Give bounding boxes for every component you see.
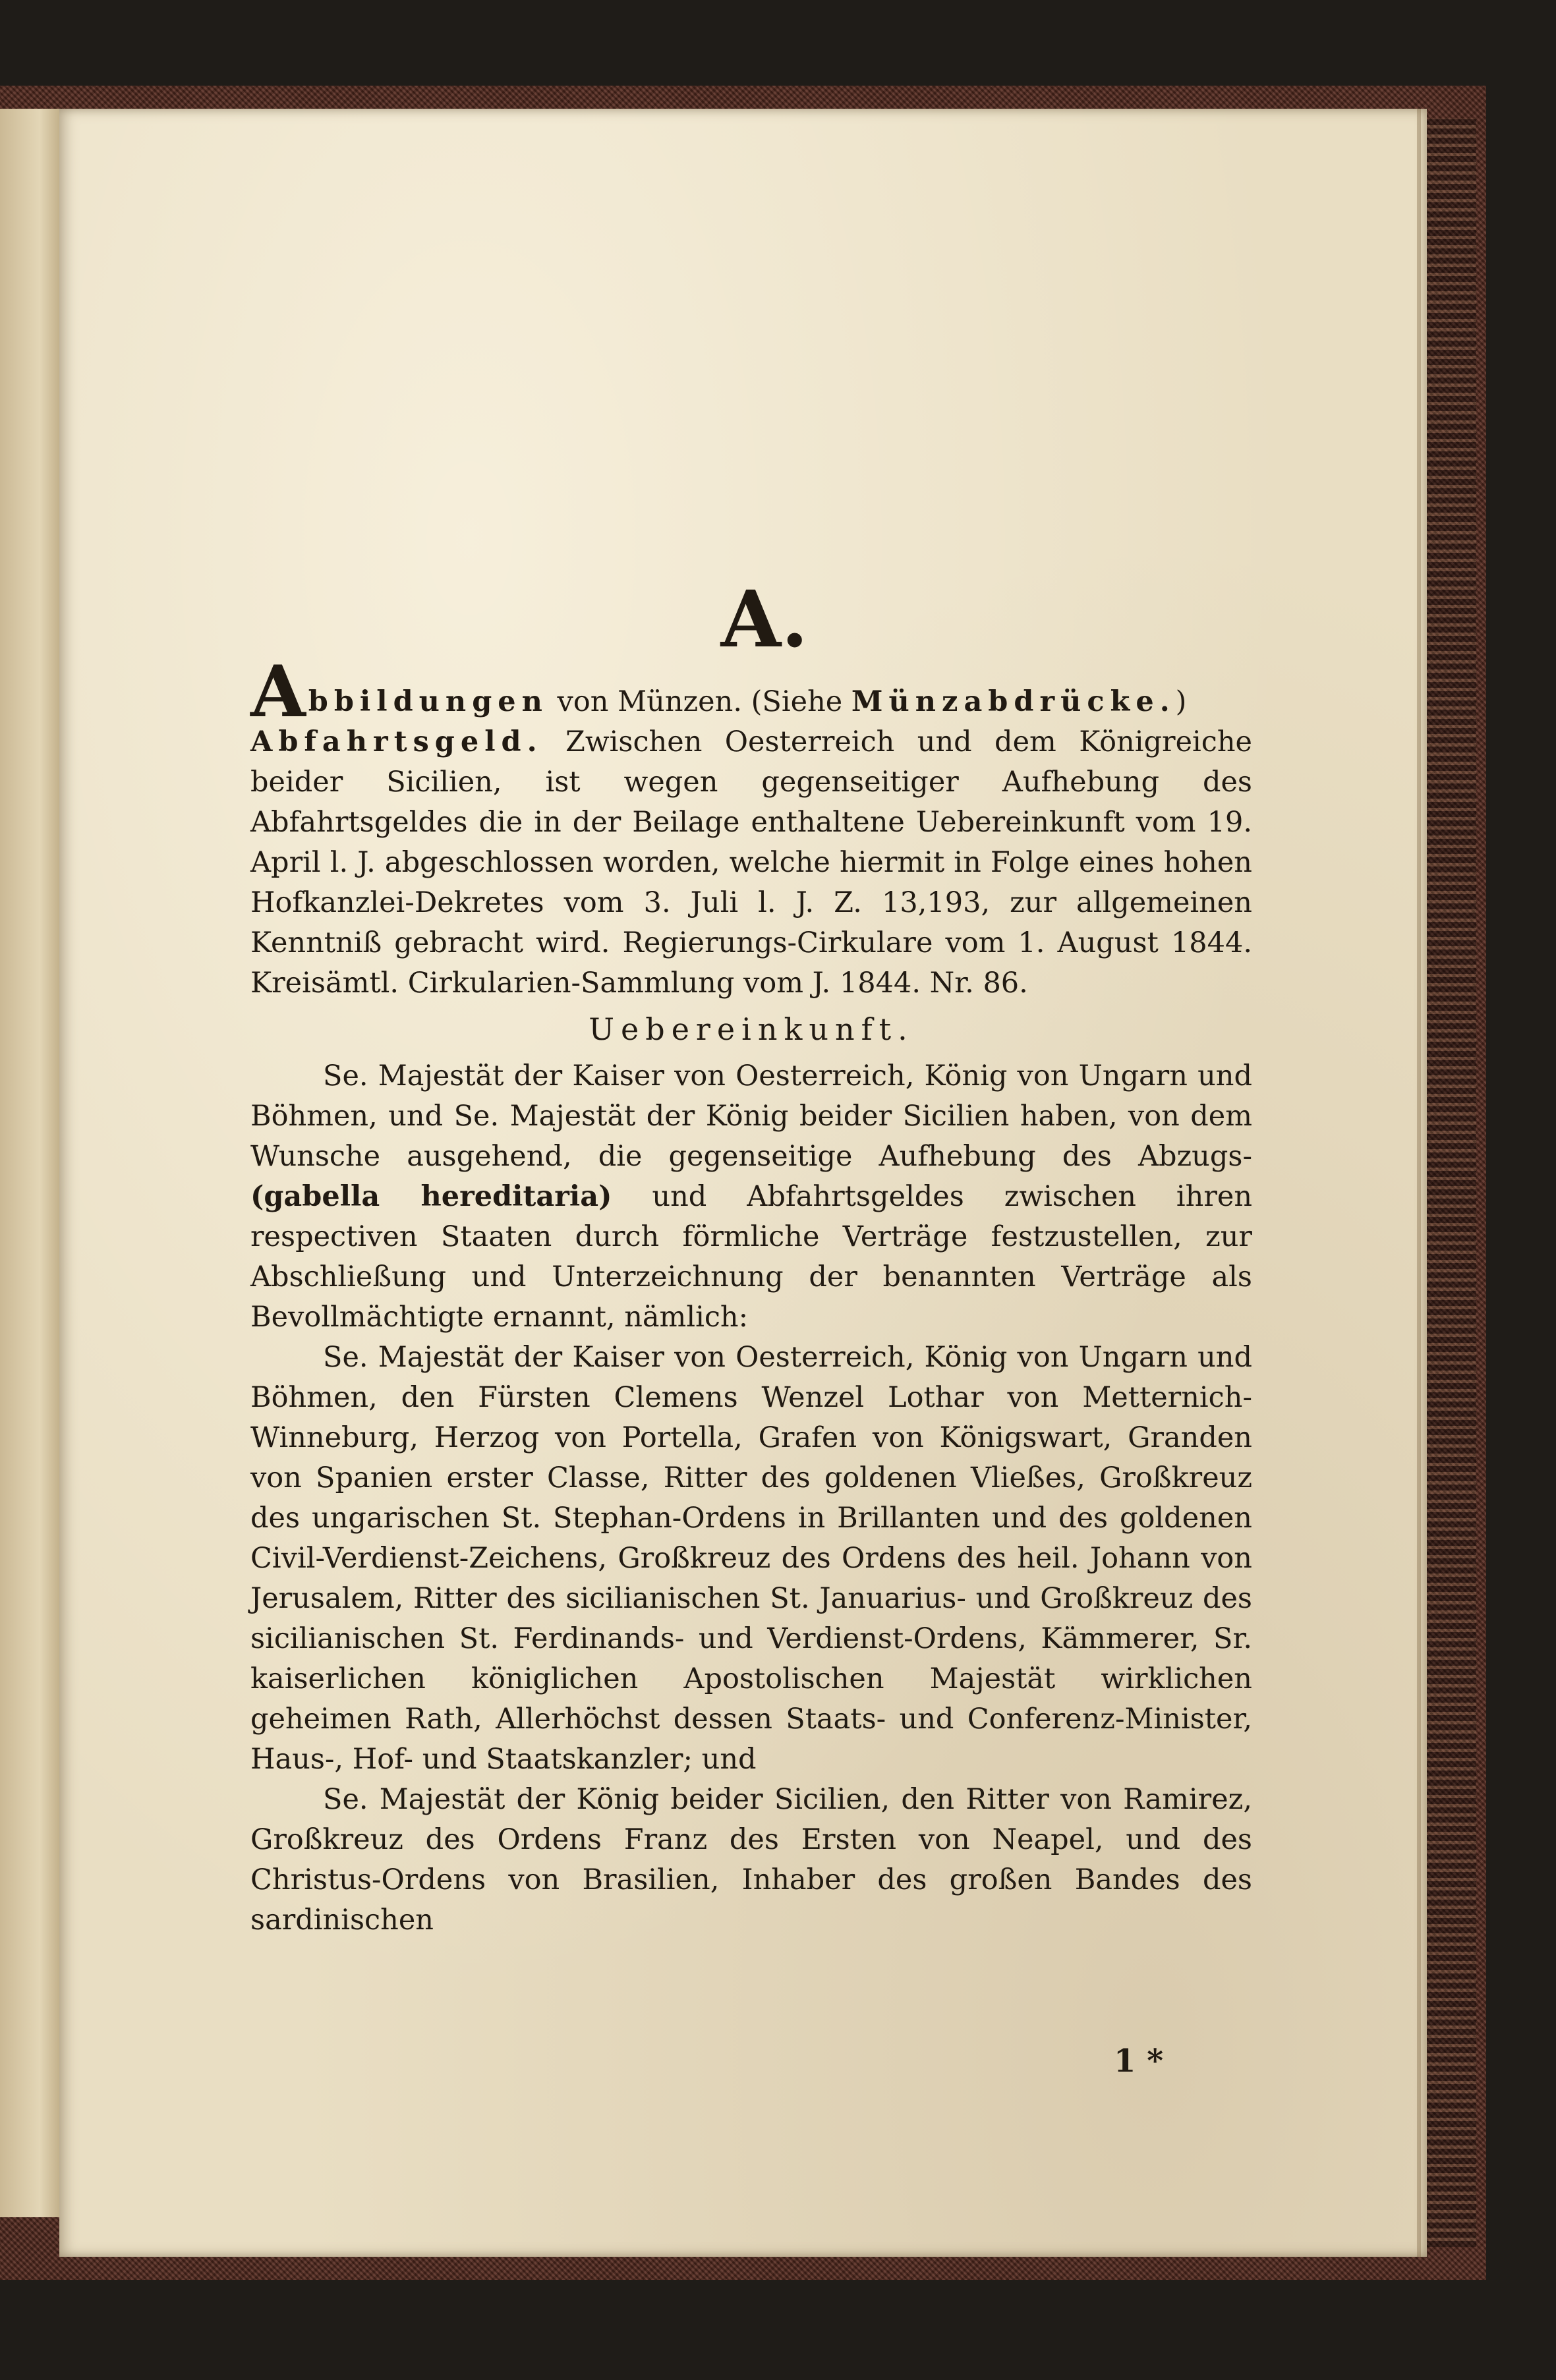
section-letter: A. — [720, 573, 809, 665]
entry-text: von Münzen. (Siehe — [548, 685, 851, 718]
paragraph-preamble — [250, 1056, 1252, 1338]
paragraph-text: und Abfahrtsgeldes zwischen ihren respectiven Staaten durch förmliche Verträge festzustellen, zur Abschließung und Unterzeichnung der benannten Verträge als Bevollmächtigte ernannt, nämlich: — [250, 1180, 1253, 1334]
entry-text: Zwischen Oesterreich und dem Königreiche beider Sicilien, ist wegen gegenseitiger Aufhebung des Abfahrtsgeldes die in der Beilage enthaltene Uebereinkunft vom 19. April l. J. abgeschlossen worden, welche hiermit in Folge eines hohen Hofkanzlei-Dekretes vom 3. Juli l. J. Z. 13,193, zur allgemeinen Kenntniß gebracht wird. Regierungs-Cirkulare vom 1. August 1844. Kreisämtl. Cirkularien-Sammlung vom J. 1844. Nr. 86. — [250, 725, 1252, 1000]
latin-term: (gabella hereditaria) — [250, 1180, 612, 1213]
entry-abbildungen — [250, 650, 1252, 733]
page-edge-shadow — [1417, 109, 1421, 2257]
entry-term: Abfahrtsgeld. — [250, 725, 543, 758]
entry-close: ) — [1175, 685, 1187, 718]
signature-mark: 1 * — [1114, 2043, 1164, 2080]
paragraph-sicily-plenipotentiary: Se. Majestät der König beider Sicilien, den Ritter von Ramirez, Großkreuz des Ordens Franz des Ersten von Neapel, und des Christus-Ordens von Brasilien, Inhaber des großen Bandes des sardinischen — [250, 1783, 1252, 1937]
page-text — [250, 573, 1253, 1941]
entry-abfahrtsgeld — [250, 722, 1252, 1004]
entry-term: bbildungen — [308, 685, 548, 718]
section-heading: Uebereinkunft. — [589, 1011, 914, 1047]
paragraph-text: Se. Majestät der Kaiser von Oesterreich, König von Ungarn und Böhmen, und Se. Majestät der König beider Sicilien haben, von dem Wunsche ausgehend, die gegenseitige Aufhebung des Abzugs- — [250, 1060, 1252, 1173]
cross-reference: Münzabdrücke. — [851, 685, 1176, 718]
drop-initial: A — [250, 650, 306, 733]
facing-page — [0, 109, 66, 2217]
paragraph-austria-plenipotentiary: Se. Majestät der Kaiser von Oesterreich, König von Ungarn und Böhmen, den Fürsten Clemens Wenzel Lothar von Metternich-Winneburg, Herzog von Portella, Grafen von Königswart, Granden von Spanien erster Classe, Ritter des goldenen Vließes, Großkreuz des ungarischen St. Stephan-Ordens in Brillanten und des goldenen Civil-Verdienst-Zeichens, Großkreuz des Ordens des heil. Johann von Jerusalem, Ritter des sicilianischen St. Januarius- und Großkreuz des sicilianischen St. Ferdinands- und Verdienst-Ordens, Kämmerer, Sr. kaiserlichen königlichen Apostolischen Majestät wirklichen geheimen Rath, Allerhöchst dessen Staats- und Conferenz-Minister, Haus-, Hof- und Staatskanzler; und — [250, 1341, 1252, 1776]
